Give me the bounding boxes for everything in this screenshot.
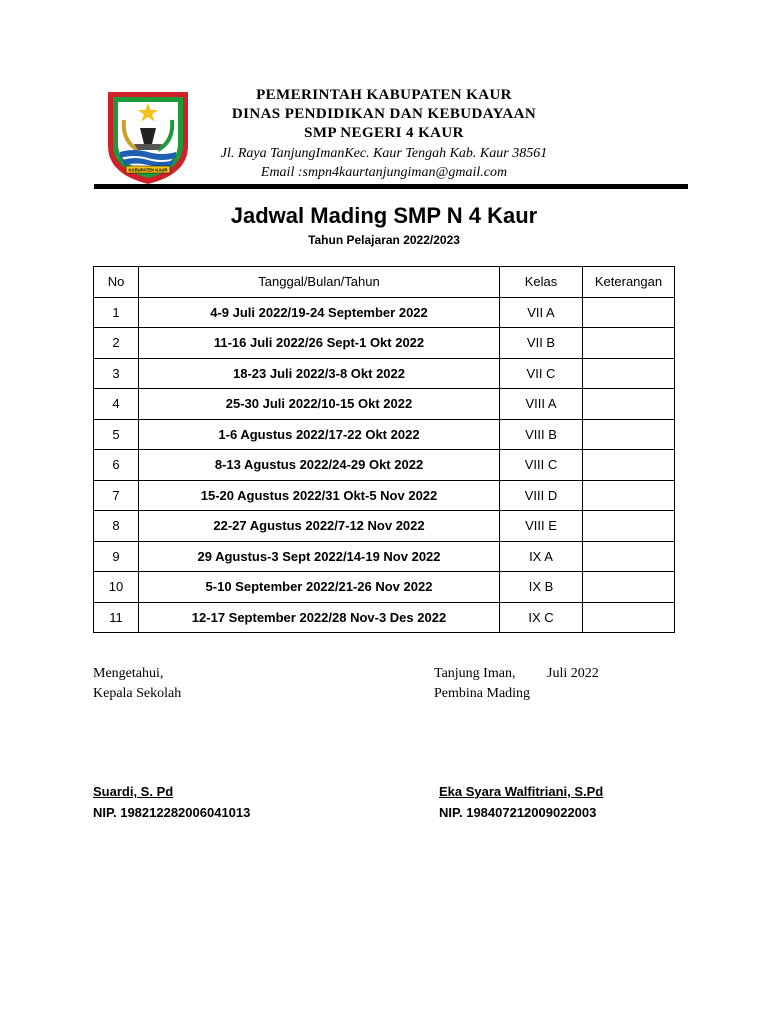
sign-left-name: Suardi, S. Pd — [93, 784, 174, 799]
header-notes: Keterangan — [583, 267, 675, 298]
cell-no: 3 — [94, 358, 139, 389]
sign-left-nip: NIP. 198212282006041013 — [93, 805, 251, 820]
letterhead-line-government: PEMERINTAH KABUPATEN KAUR — [256, 87, 512, 103]
cell-date: 25-30 Juli 2022/10-15 Okt 2022 — [139, 389, 500, 420]
cell-notes — [583, 541, 675, 572]
cell-no: 6 — [94, 450, 139, 481]
cell-notes — [583, 297, 675, 328]
letterhead — [0, 0, 768, 190]
document-title: Jadwal Mading SMP N 4 Kaur — [230, 203, 538, 228]
letterhead-address: Jl. Raya TanjungImanKec. Kaur Tengah Kab. Kaur 38561 — [220, 146, 548, 161]
cell-class: IX B — [500, 572, 583, 603]
sign-right-nip: NIP. 198407212009022003 — [439, 805, 597, 820]
letterhead-divider — [94, 184, 688, 189]
header-date: Tanggal/Bulan/Tahun — [139, 267, 500, 298]
cell-class: VIII D — [500, 480, 583, 511]
cell-notes — [583, 602, 675, 633]
schedule-table — [93, 266, 675, 633]
table-row — [94, 419, 675, 450]
cell-class: VII A — [500, 297, 583, 328]
cell-no: 1 — [94, 297, 139, 328]
cell-class: VIII E — [500, 511, 583, 542]
cell-date: 29 Agustus-3 Sept 2022/14-19 Nov 2022 — [139, 541, 500, 572]
letterhead-line-school: SMP NEGERI 4 KAUR — [304, 125, 464, 141]
table-row — [94, 358, 675, 389]
sign-left-acknowledged: Mengetahui, — [93, 666, 164, 681]
cell-date: 8-13 Agustus 2022/24-29 Okt 2022 — [139, 450, 500, 481]
cell-date: 4-9 Juli 2022/19-24 September 2022 — [139, 297, 500, 328]
header-class: Kelas — [500, 267, 583, 298]
cell-class: IX A — [500, 541, 583, 572]
letterhead-email: Email :smpn4kaurtanjungiman@gmail.com — [260, 165, 508, 180]
cell-date: 11-16 Juli 2022/26 Sept-1 Okt 2022 — [139, 328, 500, 359]
cell-no: 10 — [94, 572, 139, 603]
cell-notes — [583, 572, 675, 603]
sign-left-role: Kepala Sekolah — [93, 686, 182, 701]
cell-no: 9 — [94, 541, 139, 572]
cell-class: IX C — [500, 602, 583, 633]
sign-right-place: Tanjung Iman, — [434, 666, 516, 681]
cell-notes — [583, 419, 675, 450]
table-row — [94, 572, 675, 603]
table-row — [94, 480, 675, 511]
cell-notes — [583, 450, 675, 481]
cell-no: 5 — [94, 419, 139, 450]
regency-emblem-icon — [104, 86, 192, 186]
cell-class: VII B — [500, 328, 583, 359]
document-subtitle: Tahun Pelajaran 2022/2023 — [308, 233, 460, 247]
logo-text: KABUPATEN KAUR — [128, 167, 168, 173]
cell-notes — [583, 389, 675, 420]
table-row — [94, 541, 675, 572]
cell-class: VII C — [500, 358, 583, 389]
cell-no: 8 — [94, 511, 139, 542]
table-row — [94, 602, 675, 633]
cell-notes — [583, 511, 675, 542]
cell-date: 12-17 September 2022/28 Nov-3 Des 2022 — [139, 602, 500, 633]
table-header-row — [94, 267, 675, 298]
cell-class: VIII A — [500, 389, 583, 420]
cell-date: 5-10 September 2022/21-26 Nov 2022 — [139, 572, 500, 603]
sign-right-name: Eka Syara Walfitriani, S.Pd — [439, 784, 604, 799]
cell-no: 11 — [94, 602, 139, 633]
cell-class: VIII B — [500, 419, 583, 450]
cell-notes — [583, 358, 675, 389]
sign-right-role: Pembina Mading — [434, 686, 531, 701]
cell-notes — [583, 328, 675, 359]
cell-no: 7 — [94, 480, 139, 511]
cell-date: 18-23 Juli 2022/3-8 Okt 2022 — [139, 358, 500, 389]
letterhead-line-department: DINAS PENDIDIKAN DAN KEBUDAYAAN — [231, 106, 537, 122]
table-row — [94, 389, 675, 420]
table-row — [94, 297, 675, 328]
table-row — [94, 511, 675, 542]
table-row — [94, 328, 675, 359]
table-row — [94, 450, 675, 481]
cell-date: 22-27 Agustus 2022/7-12 Nov 2022 — [139, 511, 500, 542]
cell-date: 15-20 Agustus 2022/31 Okt-5 Nov 2022 — [139, 480, 500, 511]
header-no: No — [94, 267, 139, 298]
sign-right-date: Juli 2022 — [547, 666, 599, 681]
cell-no: 4 — [94, 389, 139, 420]
cell-notes — [583, 480, 675, 511]
cell-no: 2 — [94, 328, 139, 359]
cell-class: VIII C — [500, 450, 583, 481]
cell-date: 1-6 Agustus 2022/17-22 Okt 2022 — [139, 419, 500, 450]
